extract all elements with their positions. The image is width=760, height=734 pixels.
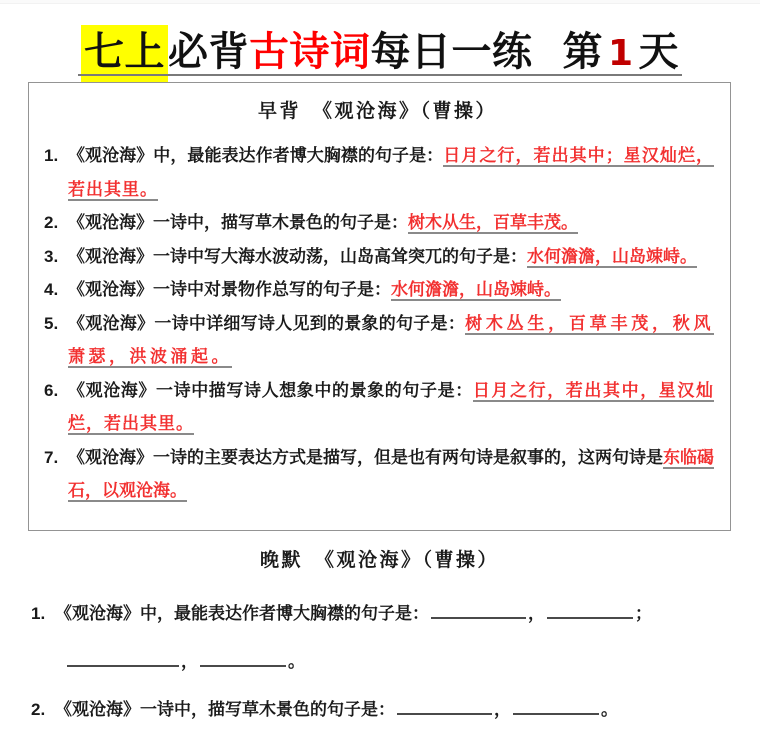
question-number: 1. — [44, 146, 59, 165]
answer-blank — [547, 615, 633, 619]
question-item — [28, 686, 731, 734]
question-prompt: 《观沧海》一诗的主要表达方式是描写，但是也有两句诗是叙事的，这两句诗是 — [68, 447, 663, 467]
question-number: 2. — [44, 213, 59, 232]
question-prompt: 《观沧海》一诗中，描写草木景色的句子是： — [55, 700, 395, 719]
question-number: 4. — [44, 280, 59, 299]
morning-question-list — [41, 139, 714, 508]
question-number: 2. — [31, 700, 46, 719]
question-prompt: 《观沧海》中，最能表达作者博大胸襟的句子是： — [68, 146, 444, 165]
title-day-number: 1 — [607, 33, 634, 74]
blank-continuation-line — [55, 638, 731, 686]
blank-punctuation: 。 — [288, 652, 305, 671]
morning-section-box — [28, 82, 731, 531]
answer-blank — [397, 711, 492, 715]
blank-punctuation: ， — [494, 700, 511, 719]
evening-section — [28, 540, 731, 734]
question-answer: 树木丛生，百草丰茂，秋风萧瑟，洪波涌起。 — [68, 313, 715, 366]
answer-blank — [513, 711, 599, 715]
title-daily: 每日一练 — [370, 30, 533, 74]
answer-blank — [67, 663, 179, 667]
evening-section-header: 晚默 《观沧海》（曹操） — [259, 550, 499, 571]
question-answer: 东临碣石，以观沧海。 — [68, 447, 714, 500]
question-prompt: 《观沧海》一诗中，描写草木景色的句子是： — [68, 213, 408, 232]
question-prompt: 《观沧海》一诗中描写诗人想象中的景象的句子是： — [68, 380, 473, 400]
title-poems-red: 古诗词 — [248, 30, 371, 74]
question-number: 6. — [44, 380, 59, 400]
question-prompt: 《观沧海》中，最能表达作者博大胸襟的句子是： — [55, 604, 429, 623]
page-title — [81, 20, 679, 77]
question-answer: 树木从生，百草丰茂。 — [408, 213, 578, 232]
question-number: 7. — [44, 447, 59, 467]
answer-blank — [200, 663, 286, 667]
morning-section-header: 早背 《观沧海》（曹操） — [257, 101, 497, 122]
question-item — [41, 307, 714, 374]
title-grade-highlight: 七上 — [81, 25, 168, 85]
title-must: 必背 — [167, 30, 249, 74]
question-number: 3. — [44, 246, 59, 266]
question-answer: 日月之行，若出其中，星汉灿烂，若出其里。 — [68, 380, 715, 433]
question-prompt: 《观沧海》一诗中对景物作总写的句子是： — [68, 280, 391, 299]
question-prompt: 《观沧海》一诗中写大海水波动荡，山岛高耸突兀的句子是： — [68, 246, 527, 266]
answer-blank — [431, 615, 526, 619]
title-day-prefix: 第 — [562, 30, 603, 74]
question-answer: 日月之行，若出其中；星汉灿烂，若出其里。 — [68, 146, 715, 199]
blank-punctuation: ， — [528, 604, 545, 623]
evening-question-list — [28, 590, 731, 734]
question-item — [41, 441, 714, 508]
question-item — [41, 240, 714, 274]
title-day-suffix: 天 — [638, 30, 680, 74]
question-number: 5. — [44, 313, 59, 333]
title-area — [0, 20, 760, 77]
question-item — [28, 590, 731, 686]
blank-punctuation: ； — [635, 604, 652, 623]
question-item — [41, 374, 714, 441]
question-answer: 水何澹澹，山岛竦峙。 — [391, 280, 561, 299]
blank-punctuation: ， — [181, 652, 198, 671]
question-answer: 水何澹澹，山岛竦峙。 — [527, 246, 697, 266]
page-top-edge — [0, 0, 760, 4]
question-item — [41, 206, 714, 240]
question-item — [41, 273, 714, 307]
question-number: 1. — [31, 604, 46, 623]
question-item — [41, 139, 714, 206]
question-prompt: 《观沧海》一诗中详细写诗人见到的景象的句子是： — [68, 313, 466, 333]
blank-punctuation: 。 — [601, 700, 618, 719]
